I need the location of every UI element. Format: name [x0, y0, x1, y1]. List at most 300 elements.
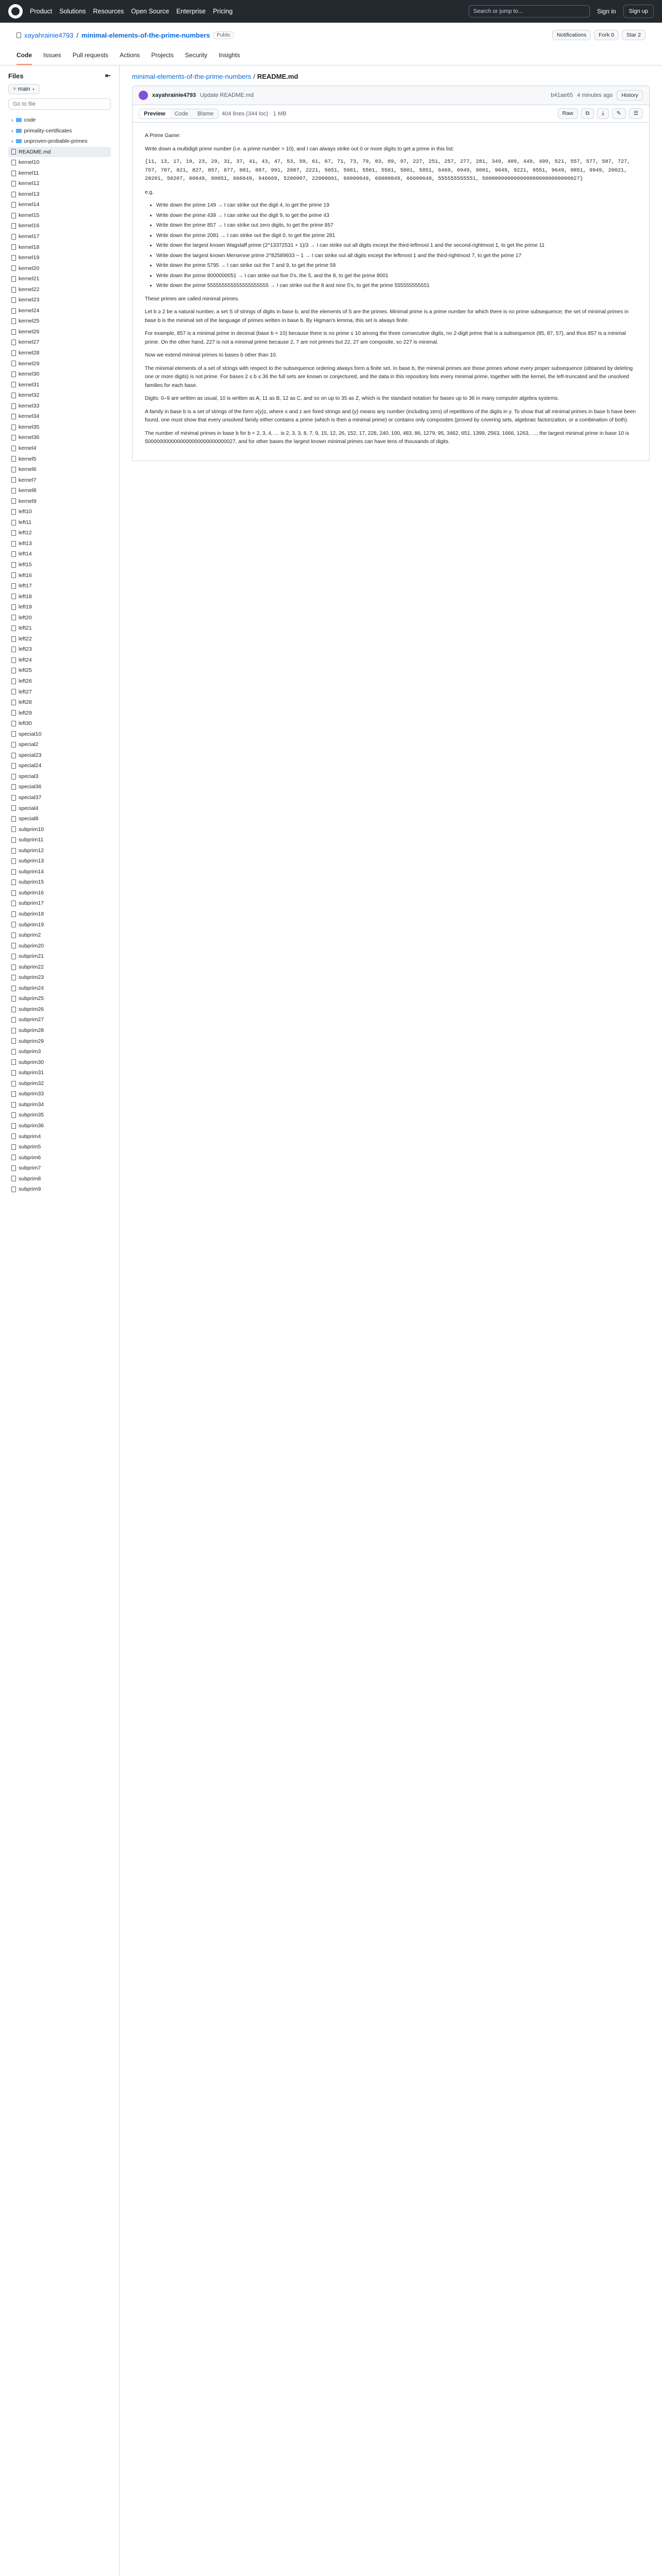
file-tree-item[interactable] [8, 888, 111, 899]
file-tree-item[interactable] [8, 570, 111, 581]
file-tree-item[interactable] [8, 1184, 111, 1195]
file-tree-item[interactable] [8, 295, 111, 306]
file-tree-label: left24 [19, 656, 32, 663]
file-icon [11, 265, 16, 271]
file-tree-item[interactable] [8, 454, 111, 465]
blame-tab[interactable]: Blame [193, 109, 218, 118]
file-icon [11, 975, 16, 980]
file-icon [11, 1028, 16, 1033]
file-tree-label: kernel26 [19, 328, 40, 335]
file-tree-label: kernel12 [19, 180, 40, 187]
file-tree-label: kernel6 [19, 466, 37, 473]
file-tree-label: subprim2 [19, 932, 41, 939]
file-tree-label: left28 [19, 699, 32, 706]
file-tree-item[interactable] [8, 1004, 111, 1015]
file-tree-item[interactable] [8, 856, 111, 867]
signup-button[interactable]: Sign up [623, 5, 654, 18]
file-tree-item[interactable] [8, 1142, 111, 1153]
file-tree-label: left21 [19, 625, 32, 632]
minimal-primes-note: These primes are called minimal primes. [145, 296, 239, 302]
file-tree-item[interactable] [8, 1025, 111, 1036]
search-placeholder: Search or jump to... [473, 8, 523, 14]
file-tree-item[interactable] [8, 1121, 111, 1131]
readme-title: A Prime Game: [145, 133, 181, 139]
file-icon [11, 403, 16, 409]
file-tree-item[interactable] [8, 1174, 111, 1184]
file-tree-item[interactable] [8, 1067, 111, 1078]
file-tree-item[interactable] [8, 380, 111, 391]
file-tree-item[interactable] [8, 316, 111, 327]
file-tree-label: left13 [19, 540, 32, 547]
file-tree-item[interactable] [8, 359, 111, 369]
file-tree-item[interactable] [8, 1046, 111, 1057]
global-header [0, 0, 662, 23]
file-icon [11, 922, 16, 927]
file-tree-label: subprim9 [19, 1186, 41, 1193]
family-paragraph: A family in base b is a set of strings of the form x{y}z, where x and z are fixed strings and {y} means any number (including zero) of repetitions of the digits in y. To show that all minimal primes in base b have been found, one must show that every unsolved family either contains a prime (which is then a minimal prime) or contains only composites (proved by covering sets, algebraic factorization, or a combination of both). [145, 409, 636, 423]
file-icon [11, 414, 16, 419]
file-tree-item[interactable] [8, 803, 111, 814]
file-icon [11, 996, 16, 1002]
file-tree-item[interactable] [8, 760, 111, 771]
file-tree-item[interactable] [8, 1078, 111, 1089]
file-tree-item[interactable] [8, 867, 111, 877]
file-icon [11, 520, 16, 526]
file-tree-label: subprim20 [19, 942, 44, 949]
tab-projects[interactable]: Projects [151, 52, 174, 59]
file-tree-item[interactable] [8, 115, 111, 126]
file-tree-label: left29 [19, 709, 32, 716]
file-tree-item[interactable] [8, 284, 111, 295]
file-tree-item[interactable] [8, 941, 111, 952]
file-icon [11, 308, 16, 314]
file-tree-label: special4 [19, 805, 39, 811]
file-tree-label: kernel28 [19, 350, 40, 357]
file-tree-item[interactable] [8, 517, 111, 528]
file-tree-item[interactable] [8, 126, 111, 137]
branch-selector[interactable]: ⑂ main ▾ [8, 84, 40, 94]
folder-icon [16, 139, 22, 143]
file-icon [11, 488, 16, 494]
history-button[interactable]: History [617, 90, 643, 100]
file-tree-item[interactable] [8, 274, 111, 284]
file-tree-label: kernel22 [19, 286, 40, 293]
file-icon [11, 509, 16, 515]
file-tree-item[interactable] [8, 528, 111, 538]
file-tree-item[interactable] [8, 401, 111, 412]
file-tree-item[interactable] [8, 168, 111, 179]
repo-header [0, 23, 662, 65]
file-icon [11, 572, 16, 578]
nav-enterprise[interactable]: Enterprise [176, 8, 206, 15]
file-tree-label: subprim6 [19, 1154, 41, 1161]
file-tree-item[interactable] [8, 718, 111, 729]
file-tree-label: kernel21 [19, 276, 40, 282]
breadcrumb [132, 73, 650, 80]
file-tree-item[interactable] [8, 242, 111, 253]
file-tree-item[interactable] [8, 538, 111, 549]
search-input[interactable] [469, 5, 590, 18]
file-tree-label: subprim11 [19, 837, 44, 843]
file-tree-label: kernel19 [19, 255, 40, 261]
file-tree-item[interactable] [8, 962, 111, 973]
file-tree-label: kernel29 [19, 360, 40, 367]
file-stats: 404 lines (344 loc) · 1 MB [222, 110, 287, 117]
breadcrumb-repo-link[interactable]: minimal-elements-of-the-prime-numbers [132, 73, 252, 80]
file-tree-label: subprim28 [19, 1027, 44, 1034]
file-tree-label: kernel35 [19, 423, 40, 430]
file-tree-label: subprim24 [19, 985, 44, 991]
file-tree-label: subprim33 [19, 1091, 44, 1097]
file-icon [11, 700, 16, 705]
file-tree [8, 115, 111, 1195]
file-tree-item[interactable] [8, 613, 111, 623]
file-tree-label: subprim21 [19, 953, 44, 960]
file-tree-item[interactable] [8, 898, 111, 909]
file-tree-item[interactable] [8, 634, 111, 645]
file-tree-item[interactable] [8, 729, 111, 740]
file-tree-label: left15 [19, 561, 32, 568]
notifications-button[interactable]: Notifications [552, 30, 591, 40]
go-to-file-input[interactable] [8, 98, 111, 110]
file-tree-label: subprim22 [19, 963, 44, 970]
file-viewer [120, 65, 662, 2576]
file-icon [11, 1187, 16, 1192]
file-tree-item[interactable] [8, 739, 111, 750]
latest-commit-bar [132, 86, 650, 105]
file-tree-item[interactable] [8, 697, 111, 708]
code-tab[interactable]: Code [170, 109, 193, 118]
file-tree-label: subprim30 [19, 1059, 44, 1065]
file-tree-item[interactable] [8, 920, 111, 930]
file-tree-label: special23 [19, 752, 42, 758]
example-item: • Write down the prime 857 → I can strike out zero digits, to get the prime 857 [156, 222, 637, 230]
file-tree-label: kernel10 [19, 159, 40, 166]
file-tree-item[interactable] [8, 750, 111, 761]
file-tree-item[interactable] [8, 792, 111, 803]
file-tree-item[interactable] [8, 506, 111, 517]
file-tree-item[interactable] [8, 877, 111, 888]
examples-list [145, 201, 637, 291]
file-tree-item[interactable] [8, 252, 111, 263]
file-tree-label: subprim4 [19, 1133, 41, 1140]
readme-content [132, 123, 650, 461]
file-tree-item[interactable] [8, 782, 111, 792]
file-icon [11, 223, 16, 229]
file-tree-item[interactable] [8, 824, 111, 835]
file-tree-item[interactable] [8, 1089, 111, 1099]
file-tree-item[interactable] [8, 602, 111, 613]
file-icon [11, 986, 16, 991]
file-tree-item[interactable] [8, 1131, 111, 1142]
file-icon [11, 1007, 16, 1012]
file-tree-label: left26 [19, 677, 32, 684]
file-icon [11, 911, 16, 917]
file-tree-item[interactable] [8, 411, 111, 422]
file-tree-item[interactable] [8, 814, 111, 824]
tab-issues[interactable]: Issues [43, 52, 61, 59]
file-icon [11, 615, 16, 620]
file-tree-item[interactable] [8, 390, 111, 401]
file-tree-item[interactable] [8, 972, 111, 983]
file-tree-label: subprim18 [19, 911, 44, 918]
file-tree-label: special3 [19, 773, 39, 779]
file-icon [11, 467, 16, 472]
file-icon [11, 1091, 16, 1097]
file-icon [11, 784, 16, 790]
repo-name-link[interactable]: minimal-elements-of-the-prime-numbers [81, 31, 210, 39]
file-tree-item[interactable] [8, 560, 111, 570]
global-nav [30, 8, 233, 15]
file-tree-label: kernel8 [19, 487, 37, 494]
file-tree-item[interactable] [8, 951, 111, 962]
file-icon [11, 774, 16, 779]
github-logo-icon[interactable] [8, 4, 23, 19]
file-tree-item[interactable] [8, 432, 111, 443]
star-button[interactable]: Star 2 [622, 30, 646, 40]
file-tree-item[interactable] [8, 623, 111, 634]
file-tree-label: left22 [19, 635, 32, 642]
view-toggle [139, 109, 219, 119]
eg-label: e.g. [145, 189, 154, 195]
file-icon [11, 562, 16, 568]
file-tree-label: subprim32 [19, 1080, 44, 1087]
commit-hash[interactable]: b41ae65 [551, 92, 573, 98]
file-icon [11, 933, 16, 938]
file-tree-item[interactable] [8, 369, 111, 380]
file-tree-label: left25 [19, 667, 32, 674]
file-tree-item[interactable] [8, 835, 111, 845]
go-to-file-placeholder: Go to file [13, 101, 36, 107]
file-tree-item[interactable] [8, 581, 111, 591]
file-tree-label: subprim13 [19, 858, 44, 865]
file-tree-item[interactable] [8, 591, 111, 602]
minimal-prime-list: {11, 13, 17, 19, 23, 29, 31, 37, 41, 43, 47, 53, 59, 61, 67, 71, 73, 79, 83, 89, 97, 227, 251, 257, 277, 281, 349, 409, 449, 499, 521, 557, 577, 587, 727, 757, 787, 821, 827, 857, 877, 881, 887, 991, 2087, 2221, 5051, 5081, 5501, 5581, 5801, 5851, 6469, 6949, 9001, 9049, 9221, 9551, 9649, 9851, 9949, 20021, 20201, 50207, 60649, 80051, 666649, 946669, 5200007, 22000001, 60000049, 66000049, 66600049, 555555555551, 5000000000000000000000000000027} [145, 159, 631, 182]
file-tree-item[interactable] [8, 485, 111, 496]
file-icon [11, 287, 16, 293]
file-tree-item[interactable] [8, 665, 111, 676]
file-tree-label: subprim26 [19, 1006, 44, 1012]
tab-code[interactable]: Code [16, 47, 32, 65]
file-tree-item[interactable] [8, 1153, 111, 1163]
file-tree-item[interactable] [8, 475, 111, 486]
file-tree-item[interactable] [8, 687, 111, 698]
file-tree-label: kernel25 [19, 318, 40, 325]
file-icon [11, 1102, 16, 1108]
definition-paragraph: Let b ≥ 2 be a natural number, a set S of strings of digits in base b, and the elements of S are the primes. Minimal prime is a prime number for which there is no prime subsequence; the set of minimal primes in base b is the minimal set of the language of primes written in base b. By Higman's lemma, this set is always finite. [145, 309, 629, 324]
file-icon [11, 192, 16, 197]
file-icon [11, 160, 16, 165]
file-icon [11, 318, 16, 324]
file-tree-item[interactable] [8, 221, 111, 231]
file-tree-label: kernel31 [19, 381, 40, 388]
nav-pricing[interactable]: Pricing [212, 8, 233, 15]
file-tree-item[interactable] [8, 983, 111, 994]
file-icon [11, 435, 16, 440]
repo-owner-link[interactable]: xayahrainie4793 [24, 31, 74, 39]
file-tree-item[interactable] [8, 147, 111, 158]
commit-author[interactable]: xayahrainie4793 [152, 92, 196, 98]
file-icon [11, 668, 16, 673]
file-toolbar [132, 105, 650, 123]
file-tree-item[interactable] [8, 422, 111, 433]
file-tree-item[interactable] [8, 337, 111, 348]
file-icon [11, 858, 16, 864]
file-tree-item[interactable] [8, 496, 111, 507]
file-tree-label: subprim35 [19, 1112, 44, 1118]
chevron-right-icon: › [11, 117, 13, 123]
copy-icon[interactable]: ⧉ [581, 108, 594, 119]
file-tree-label: left14 [19, 551, 32, 557]
file-tree-item[interactable] [8, 1163, 111, 1174]
file-icon [11, 689, 16, 694]
nav-resources[interactable]: Resources [93, 8, 124, 15]
file-tree-label: primality-certificates [24, 127, 72, 134]
example-item: • Write down the prime 555555555555555555555 → I can strike out the 8 and nine 5's, to get the prime 555555555551 [156, 282, 637, 291]
file-icon [11, 244, 16, 250]
nav-open-source[interactable]: Open Source [131, 8, 169, 15]
chevron-right-icon: › [11, 138, 13, 145]
file-icon [11, 1155, 16, 1160]
file-tree-label: subprim10 [19, 826, 44, 833]
file-tree-sidebar [0, 65, 120, 2576]
file-tree-item[interactable] [8, 1036, 111, 1047]
file-tree-item[interactable] [8, 199, 111, 210]
file-icon [11, 848, 16, 854]
nav-product[interactable]: Product [30, 8, 53, 15]
file-tree-label: subprim17 [19, 900, 44, 907]
fork-button[interactable]: Fork 0 [594, 30, 619, 40]
file-tree-item[interactable] [8, 771, 111, 782]
file-tree-item[interactable] [8, 231, 111, 242]
file-tree-item[interactable] [8, 443, 111, 454]
file-icon [11, 1133, 16, 1139]
tab-actions[interactable]: Actions [120, 52, 140, 59]
file-tree-label: left12 [19, 530, 32, 536]
file-icon [11, 1081, 16, 1087]
file-tree-label: subprim31 [19, 1070, 44, 1076]
tab-security[interactable]: Security [185, 52, 208, 59]
file-icon [11, 805, 16, 811]
file-tree-item[interactable] [8, 263, 111, 274]
file-tree-item[interactable] [8, 348, 111, 359]
file-tree-label: README.md [19, 148, 51, 155]
avatar[interactable] [139, 91, 148, 100]
file-icon [11, 583, 16, 589]
file-tree-item[interactable] [8, 210, 111, 221]
file-icon [11, 456, 16, 462]
download-icon[interactable]: ⤓ [597, 108, 609, 119]
file-tree-label: kernel17 [19, 233, 40, 240]
edit-icon[interactable]: ✎ [612, 108, 626, 119]
bases-paragraph: Now we extend minimal primes to bases b other than 10. [145, 352, 277, 359]
file-icon [11, 954, 16, 959]
file-tree-item[interactable] [8, 157, 111, 168]
example-item: • Write down the prime 8000000051 → I can strike out five 0's, the 5, and the 8, to get the prime 8001 [156, 272, 637, 281]
file-tree-label: subprim5 [19, 1144, 41, 1150]
preview-tab[interactable]: Preview [139, 109, 170, 118]
tab-insights[interactable]: Insights [219, 52, 240, 59]
file-tree-item[interactable] [8, 993, 111, 1004]
file-tree-item[interactable] [8, 327, 111, 337]
file-tree-label: subprim34 [19, 1101, 44, 1108]
file-icon [11, 753, 16, 758]
file-icon [11, 625, 16, 631]
file-icon [11, 826, 16, 832]
raw-button[interactable]: Raw [558, 108, 578, 119]
file-tree-item[interactable] [8, 178, 111, 189]
file-tree-label: kernel4 [19, 445, 37, 451]
file-tree-label: left16 [19, 572, 32, 579]
file-icon [11, 202, 16, 208]
file-tree-item[interactable] [8, 549, 111, 560]
file-tree-item[interactable] [8, 1057, 111, 1068]
file-icon [11, 329, 16, 335]
file-tree-label: kernel16 [19, 223, 40, 229]
file-tree-item[interactable] [8, 1110, 111, 1121]
file-tree-label: left10 [19, 509, 32, 515]
file-tree-label: kernel9 [19, 498, 37, 504]
file-tree-label: subprim27 [19, 1016, 44, 1023]
file-tree-label: code [24, 117, 36, 123]
nav-solutions[interactable]: Solutions [59, 8, 86, 15]
file-tree-label: kernel18 [19, 244, 40, 250]
file-tree-item[interactable] [8, 676, 111, 687]
file-tree-item[interactable] [8, 909, 111, 920]
visibility-badge: Public [213, 31, 234, 39]
readme-intro: Write down a multidigit prime number (i.e. a prime number > 10), and I can always strike out 0 or more digits to get a prime in this list: [145, 146, 454, 152]
file-tree-item[interactable] [8, 708, 111, 719]
file-icon [11, 1112, 16, 1118]
file-tree-item[interactable] [8, 1099, 111, 1110]
file-tree-label: kernel14 [19, 201, 40, 208]
file-tree-label: kernel5 [19, 455, 37, 462]
file-tree-item[interactable] [8, 464, 111, 475]
tab-pull-requests[interactable]: Pull requests [72, 52, 109, 59]
file-tree-item[interactable] [8, 655, 111, 666]
file-icon [11, 890, 16, 896]
file-tree-item[interactable] [8, 189, 111, 200]
file-icon [11, 498, 16, 504]
file-icon [11, 763, 16, 769]
file-tree-item[interactable] [8, 644, 111, 655]
closing-paragraph: The number of minimal primes in base b for b = 2, 3, 4, … is 2, 3, 3, 8, 7, 9, 15, 12, 26, 152, 17, 228, 240, 100, 483, 86, 1279, 95, 3462, 651, 1399, 2563, 1666, 1263, …; the largest minimal prime in base 10 is 5000000000000000000000000000027, and for other bases the largest known minimal primes can have tens of thousands of digits. [145, 430, 630, 445]
commit-time: 4 minutes ago [577, 92, 613, 98]
commit-message[interactable]: Update README.md [200, 92, 254, 98]
file-icon [11, 276, 16, 282]
file-tree-item[interactable] [8, 1014, 111, 1025]
collapse-sidebar-icon[interactable]: ⇤ [105, 72, 111, 79]
outline-icon[interactable]: ☰ [629, 108, 643, 119]
example-paragraph: For example, 857 is a minimal prime in decimal (base b = 10) because there is no prime ≤ 10 among the three consecutive digits, no 2-digit prime that is a subsequence (85, 87, 57), and thus 857 is a minimal prime. On the other hand, 227 is not a minimal prime because 2, 7 are not primes but 22, 27 are composite, so 227 is minimal. [145, 331, 626, 345]
file-tree-label: kernel15 [19, 212, 40, 218]
file-icon [11, 234, 16, 240]
file-tree-label: left11 [19, 519, 31, 526]
file-tree-item[interactable] [8, 845, 111, 856]
file-tree-item[interactable] [8, 136, 111, 147]
file-tree-item[interactable] [8, 930, 111, 941]
example-item: • Write down the prime 439 → I can strike out the digit 9, to get the prime 43 [156, 212, 637, 221]
file-tree-label: kernel13 [19, 191, 40, 197]
explanation-paragraph: The minimal elements of a set of strings with respect to the subsequence ordering always form a finite set. In base b, the minimal primes are those primes whose every proper subsequence (obtained by deleting one or more digits) is not prime. For bases 2 ≤ b ≤ 36 the full sets are known or conjectured, and the data in this repository lists every minimal prime, together with the kernel, the left-truncated and the unsolved families for each base. [145, 365, 633, 388]
file-icon [11, 255, 16, 261]
folder-icon [16, 129, 22, 133]
example-item: • Write down the prime 2081 → I can strike out the digit 0, to get the prime 281 [156, 232, 637, 241]
file-icon [11, 446, 16, 451]
signin-link[interactable]: Sign in [597, 8, 616, 15]
file-tree-label: kernel24 [19, 307, 40, 314]
file-tree-item[interactable] [8, 306, 111, 316]
